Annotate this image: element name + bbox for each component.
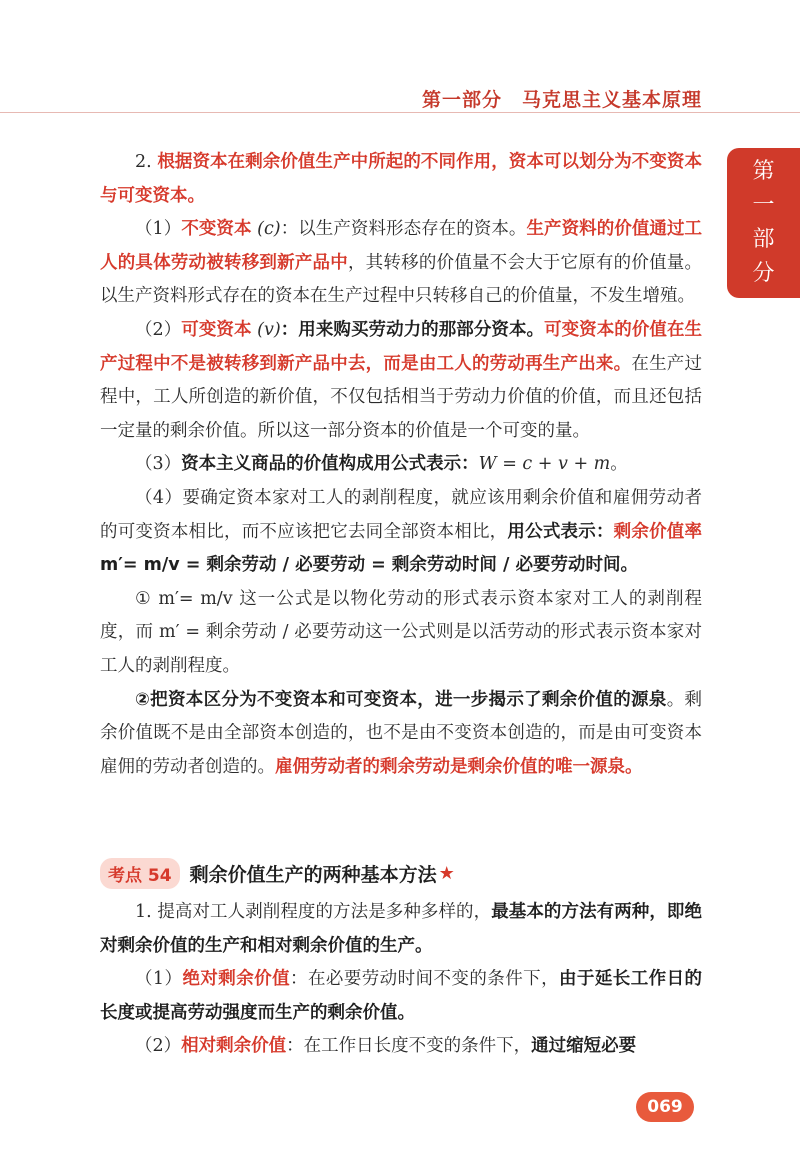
page-header [0,0,800,113]
side-tab-char: 部 [752,227,775,252]
item1-label: （1） [135,219,182,240]
item2-label: （2） [135,319,182,340]
paragraph-item1 [100,213,702,314]
item4-bold: 用公式表示： [507,521,614,542]
paragraph-note1 [100,583,702,684]
method1-text: 1. 提高对工人剥削程度的方法是多种多样的， [135,902,492,922]
note2-bold: ②把资本区分为不变资本和可变资本，进一步揭示了剩余价值的源泉 [135,689,667,710]
paragraph-item2 [100,314,702,448]
section2-red: 根据资本在剩余价值生产中所起的不同作用，资本可以划分为不变资本与可变资本。 [100,152,703,206]
note2-text: 。剩余价值既不是由全部资本创造的，也不是由不变资本创造的，而是由可变资本雇佣的劳动者创造的。 [100,689,702,777]
paragraph-section2 [100,146,702,213]
item4-formula: m′= m/v = 剩余劳动 / 必要劳动 = 剩余劳动时间 / 必要劳动时间。 [100,555,638,576]
paragraph-method1 [100,896,702,963]
kaodian-badge: 考点 54 [100,858,180,889]
item4-red: 剩余价值率 [613,521,703,542]
paragraph-item3 [100,448,702,482]
method3-red: 相对剩余价值 [181,1036,287,1057]
main-content [100,146,702,784]
item2-term: 可变资本 [181,319,252,340]
section-heading [100,856,702,890]
side-tab-char: 一 [752,193,775,218]
method1-bold: 最基本的方法有两种，即绝对剩余价值的生产和相对剩余价值的生产。 [100,902,702,956]
item3-formula: W = c + v + m [478,454,611,475]
item1-text2: ，其转移的价值量不会大于它原有的价值量。以生产资料形式存在的资本在生产过程中只转移自己的价值量，不发生增殖。 [100,252,702,307]
method2-bold: 由于延长工作日的长度或提高劳动强度而生产的剩余价值。 [100,969,703,1023]
method2-red: 绝对剩余价值 [182,969,291,990]
item1-var: (c) [257,219,281,240]
header-title: 第一部分 马克思主义基本原理 [421,89,702,111]
page-number: 069 [636,1092,694,1122]
methods-content [100,896,702,1064]
item2-var: (v) [257,319,281,340]
item4-label: （4） [135,487,183,508]
item1-red: 生产资料的价值通过工人的具体劳动被转移到新产品中 [100,219,703,273]
item4-text: 要确定资本家对工人的剥削程度，就应该用剩余价值和雇佣劳动者的可变资本相比，而不应该把它去同全部资本相比， [100,487,703,542]
item2-red: 可变资本的价值在生产过程中不是被转移到新产品中去，而是由工人的劳动再生产出来。 [100,319,702,374]
side-tab-char: 第 [752,159,775,184]
paragraph-method2 [100,963,702,1030]
item1-text1: ：以生产资料形态存在的资本。 [280,219,527,240]
item3-bold: 资本主义商品的价值构成用公式表示： [181,454,479,475]
star-icon: ★ [438,862,455,884]
note1-text: ① m′= m/v 这一公式是以物化劳动的形式表示资本家对工人的剥削程度，而 m′ = 剩余劳动 / 必要劳动这一公式则是以活劳动的形式表示资本家对工人的剥削程度。 [100,588,702,676]
paragraph-item4 [100,482,702,583]
method3-bold: 通过缩短必要 [531,1036,637,1057]
paragraph-note2 [100,684,702,785]
heading-title: 剩余价值生产的两种基本方法 [189,863,437,886]
side-tab-char: 分 [752,261,775,286]
item2-bold: ：用来购买劳动力的那部分资本。 [280,319,545,340]
section2-prefix: 2. [135,152,158,172]
section-side-tab [727,148,800,298]
item2-text: 在生产过程中，工人所创造的新价值，不仅包括相当于劳动力价值的价值，而且还包括一定量的剩余价值。所以这一部分资本的价值是一个可变的量。 [100,353,703,441]
method2-text: ：在必要劳动时间不变的条件下， [290,969,559,990]
method3-text: ：在工作日长度不变的条件下， [286,1036,532,1057]
item3-end: 。 [610,454,628,475]
method3-label: （2） [135,1036,182,1057]
item1-term: 不变资本 [181,219,252,240]
method2-label: （1） [135,969,183,990]
item3-label: （3） [135,454,182,475]
note2-red: 雇佣劳动者的剩余劳动是剩余价值的唯一源泉。 [275,756,643,777]
paragraph-method3 [100,1030,702,1064]
